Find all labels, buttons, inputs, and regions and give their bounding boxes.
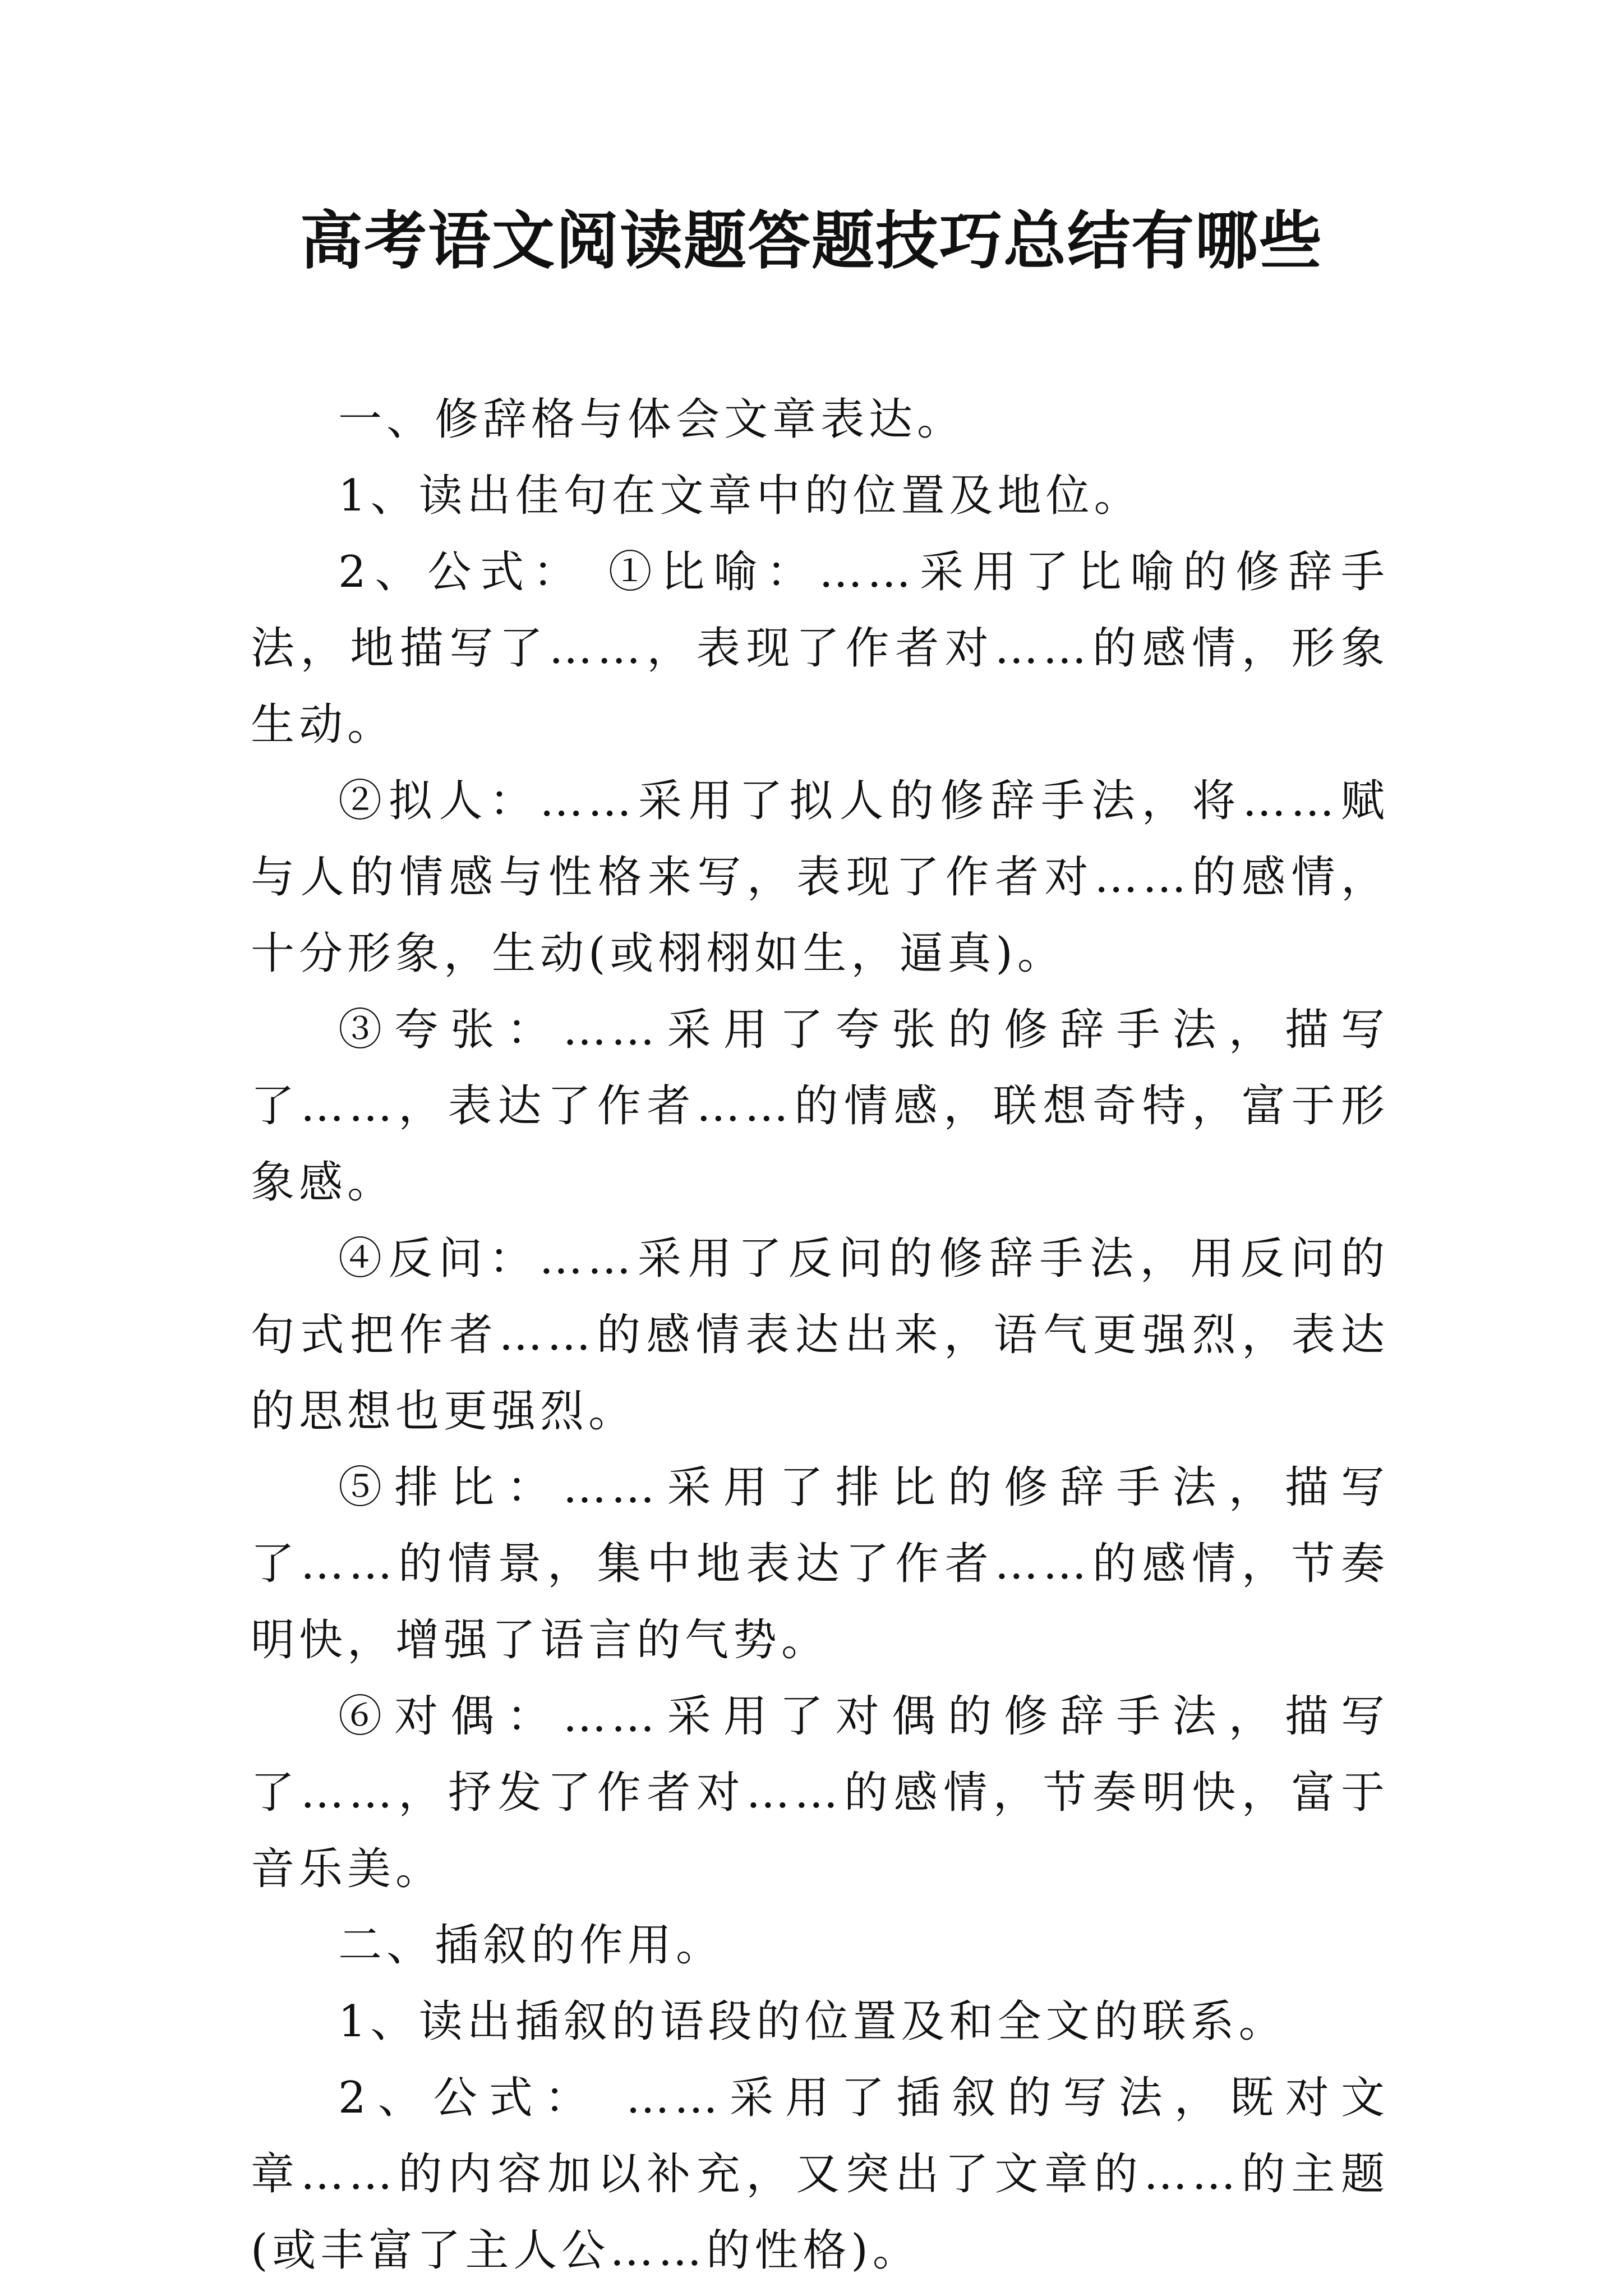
paragraph-rhetorical-question: ④反问：……采用了反问的修辞手法，用反问的句式把作者……的感情表达出来，语气更强烈，表达的思想也更强烈。 — [251, 1234, 1389, 1437]
section-heading-interpolation: 二、插叙的作用。 — [338, 1920, 725, 1971]
paragraph-step-1: 1、读出佳句在文章中的位置及地位。 — [338, 471, 1142, 521]
paragraph-parallelism: ⑤排比：……采用了排比的修辞手法，描写了……的情景，集中地表达了作者……的感情，节奏明快，增强了语言的气势。 — [251, 1462, 1389, 1665]
paragraph-formula-metaphor: 2、公式： ①比喻：……采用了比喻的修辞手法，地描写了……，表现了作者对……的感情，形象生动。 — [251, 547, 1389, 750]
paragraph-personification: ②拟人：……采用了拟人的修辞手法，将……赋与人的情感与性格来写，表现了作者对……的感情，十分形象，生动(或栩栩如生，逼真)。 — [251, 776, 1389, 979]
paragraph-interpolation-formula: 2、公式： ……采用了插叙的写法，既对文章……的内容加以补充，又突出了文章的……的主题(或丰富了主人公……的性格)。 — [251, 2073, 1389, 2276]
paragraph-interpolation-step-1: 1、读出插叙的语段的位置及和全文的联系。 — [338, 1996, 1287, 2047]
document-title: 高考语文阅读题答题技巧总结有哪些 — [300, 204, 1323, 278]
section-heading-rhetoric: 一、修辞格与体会文章表达。 — [338, 394, 966, 445]
document-body — [251, 381, 1389, 2289]
paragraph-antithesis: ⑥对偶：……采用了对偶的修辞手法，描写了……，抒发了作者对……的感情，节奏明快，富于音乐美。 — [251, 1691, 1389, 1894]
paragraph-hyperbole: ③夸张：……采用了夸张的修辞手法，描写了……，表达了作者……的情感，联想奇特，富于形象感。 — [251, 1005, 1389, 1208]
